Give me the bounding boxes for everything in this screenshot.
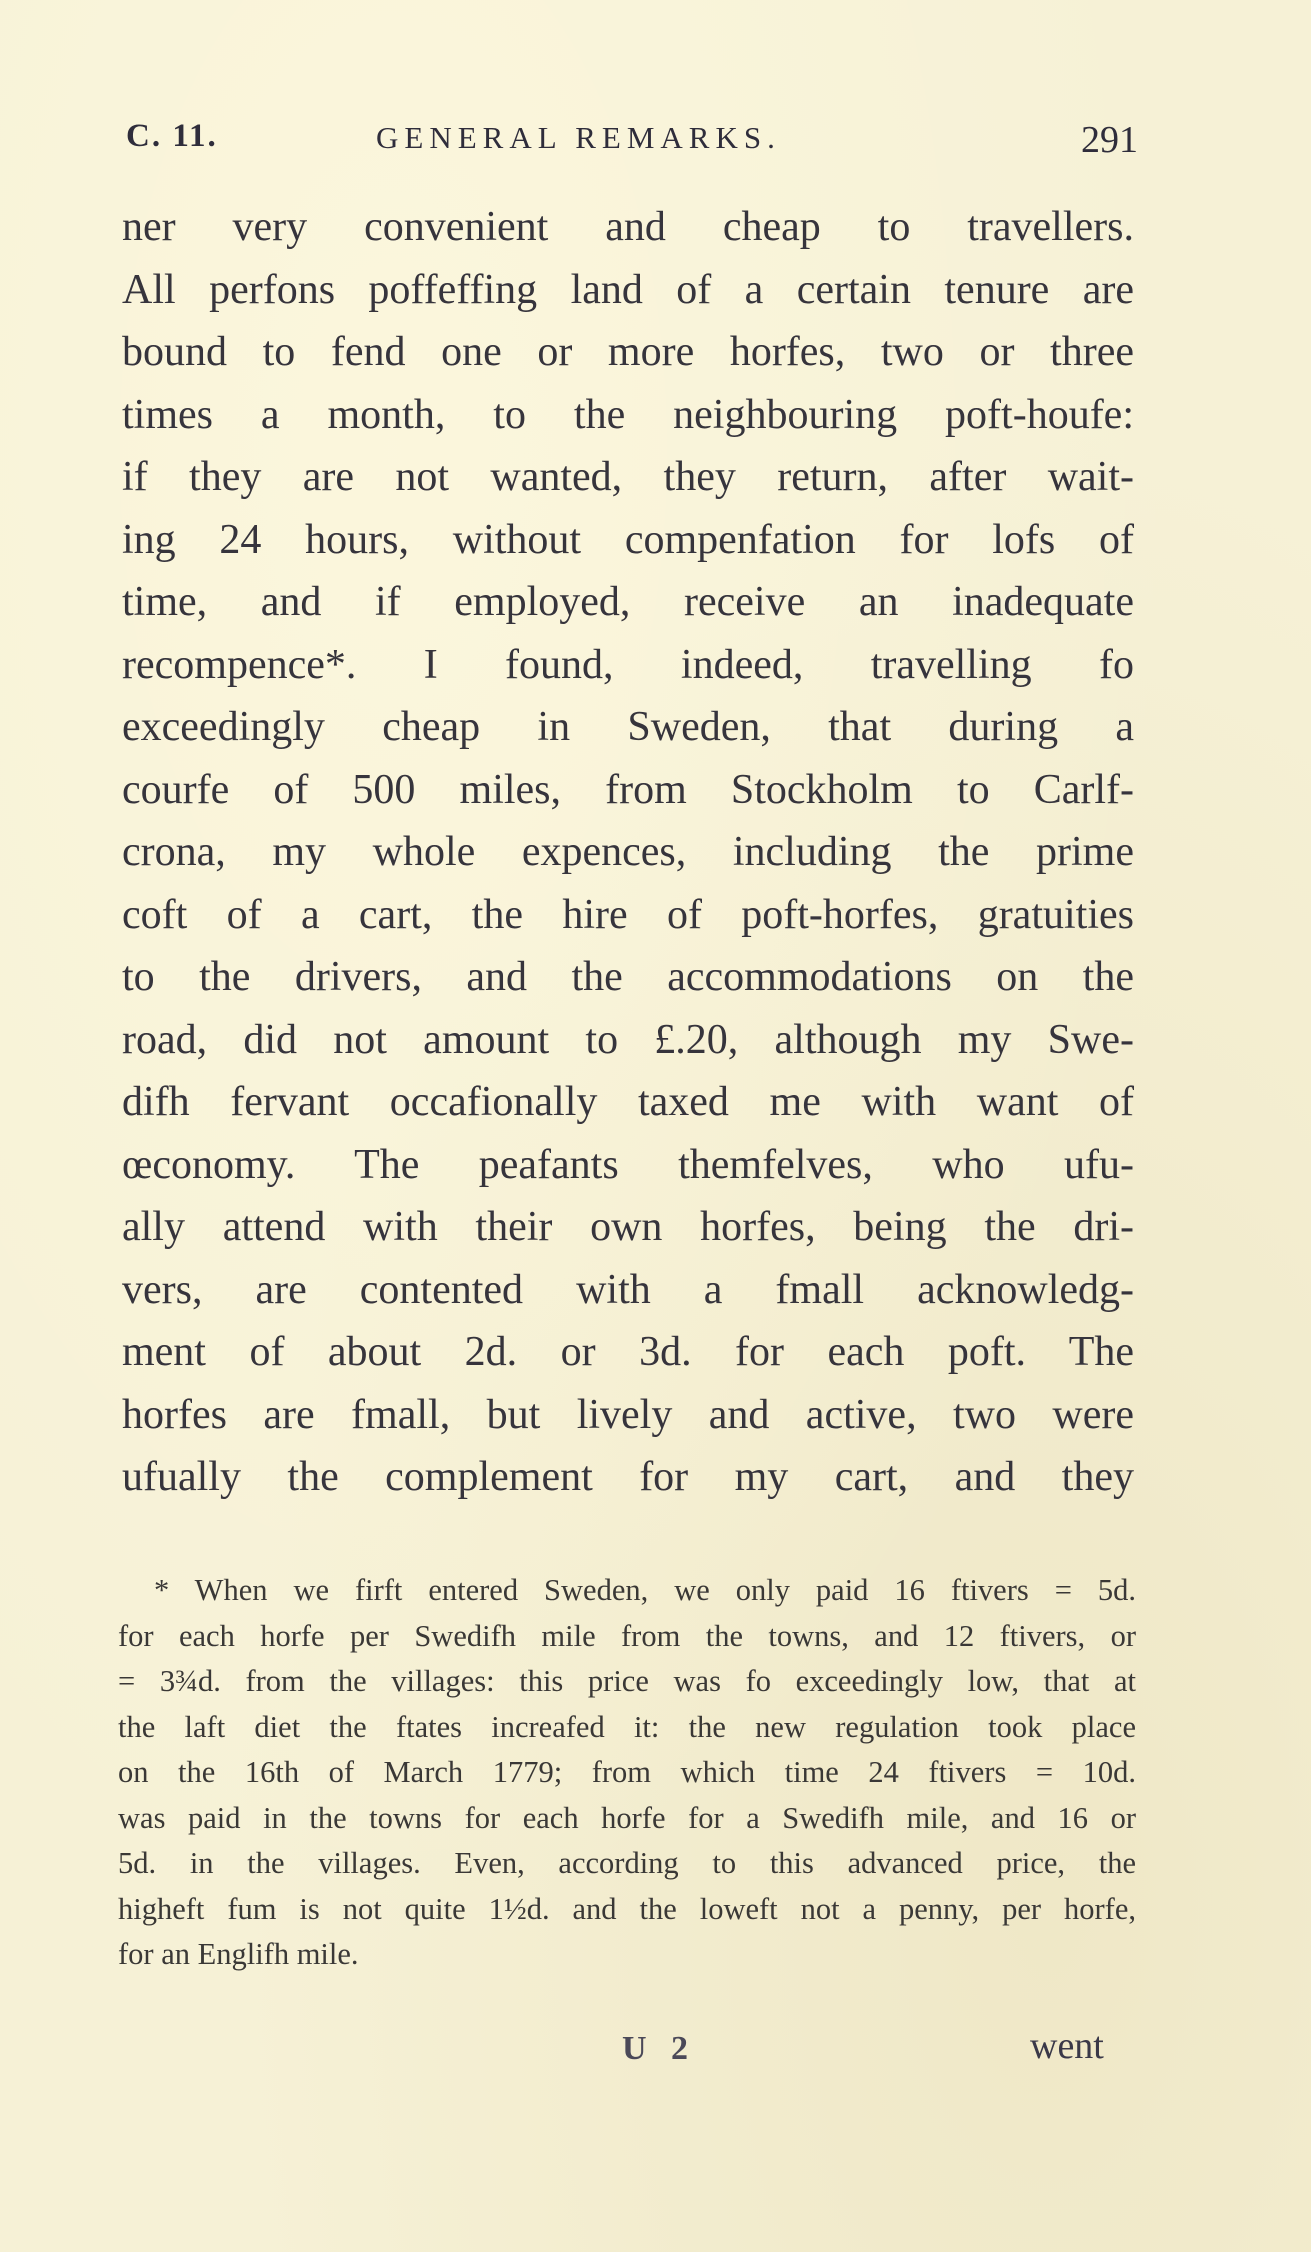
body-line: to the drivers, and the accommodations on the (122, 954, 1134, 1000)
body-line: ing 24 hours, without compenfation for lofs of (122, 516, 1134, 563)
footnote-line: * When we firft entered Sweden, we only paid 16 ftivers = 5d. (154, 1573, 1136, 1607)
chapter-reference: C. 11. (126, 118, 218, 154)
body-line: if they are not wanted, they return, after wait- (122, 454, 1134, 500)
body-line: ner very convenient and cheap to travellers. (122, 204, 1134, 250)
body-line: recompence*. I found, indeed, travelling fo (122, 641, 1134, 688)
body-line: horfes are fmall, but lively and active, two were (122, 1391, 1134, 1438)
page-number: 291 (1081, 119, 1138, 161)
footnote-line: for an Englifh mile. (118, 1937, 359, 1971)
body-line: difh fervant occafionally taxed me with want of (122, 1079, 1134, 1125)
footnote-line: 5d. in the villages. Even, according to this advanced price, the (118, 1846, 1136, 1880)
footnote-line: the laft diet the ftates increafed it: the new regulation took place (118, 1709, 1136, 1744)
footnote-line: on the 16th of March 1779; from which time 24 ftivers = 10d. (118, 1755, 1136, 1789)
body-line: vers, are contented with a fmall acknowledg- (122, 1266, 1134, 1313)
body-line: coft of a cart, the hire of poft-horfes, gratuities (122, 891, 1134, 938)
body-line: ment of about 2d. or 3d. for each poft. The (122, 1329, 1134, 1375)
body-line: ufually the complement for my cart, and they (122, 1454, 1134, 1500)
body-line: ally attend with their own horfes, being the dri- (122, 1204, 1134, 1250)
body-line: times a month, to the neighbouring poft-houfe: (122, 391, 1134, 438)
body-line: courfe of 500 miles, from Stockholm to Carlf- (122, 766, 1134, 813)
body-line: œconomy. The peafants themfelves, who ufu- (122, 1141, 1134, 1188)
catchword: went (1030, 2025, 1104, 2067)
footnote-line: = 3¾d. from the villages: this price was fo exceedingly low, that at (118, 1664, 1136, 1698)
signature-mark: U 2 (622, 2030, 697, 2067)
body-text (122, 196, 1134, 1509)
footnote-line: was paid in the towns for each horfe for a Swedifh mile, and 16 or (118, 1800, 1136, 1835)
body-line: time, and if employed, receive an inadequate (122, 579, 1134, 625)
body-line: road, did not amount to £.20, although my Swe- (122, 1016, 1134, 1063)
body-line: exceedingly cheap in Sweden, that during a (122, 704, 1134, 750)
body-line: bound to fend one or more horfes, two or three (122, 329, 1134, 375)
running-title: GENERAL REMARKS. (376, 120, 781, 155)
body-line: crona, my whole expences, including the prime (122, 829, 1134, 875)
body-line: All perfons poffeffing land of a certain tenure are (122, 266, 1134, 313)
footnote-line: higheft fum is not quite 1½d. and the loweft not a penny, per horfe, (118, 1891, 1136, 1926)
running-head (126, 118, 1138, 168)
footnote-line: for each horfe per Swedifh mile from the towns, and 12 ftivers, or (118, 1618, 1136, 1653)
footnote (118, 1568, 1136, 1978)
